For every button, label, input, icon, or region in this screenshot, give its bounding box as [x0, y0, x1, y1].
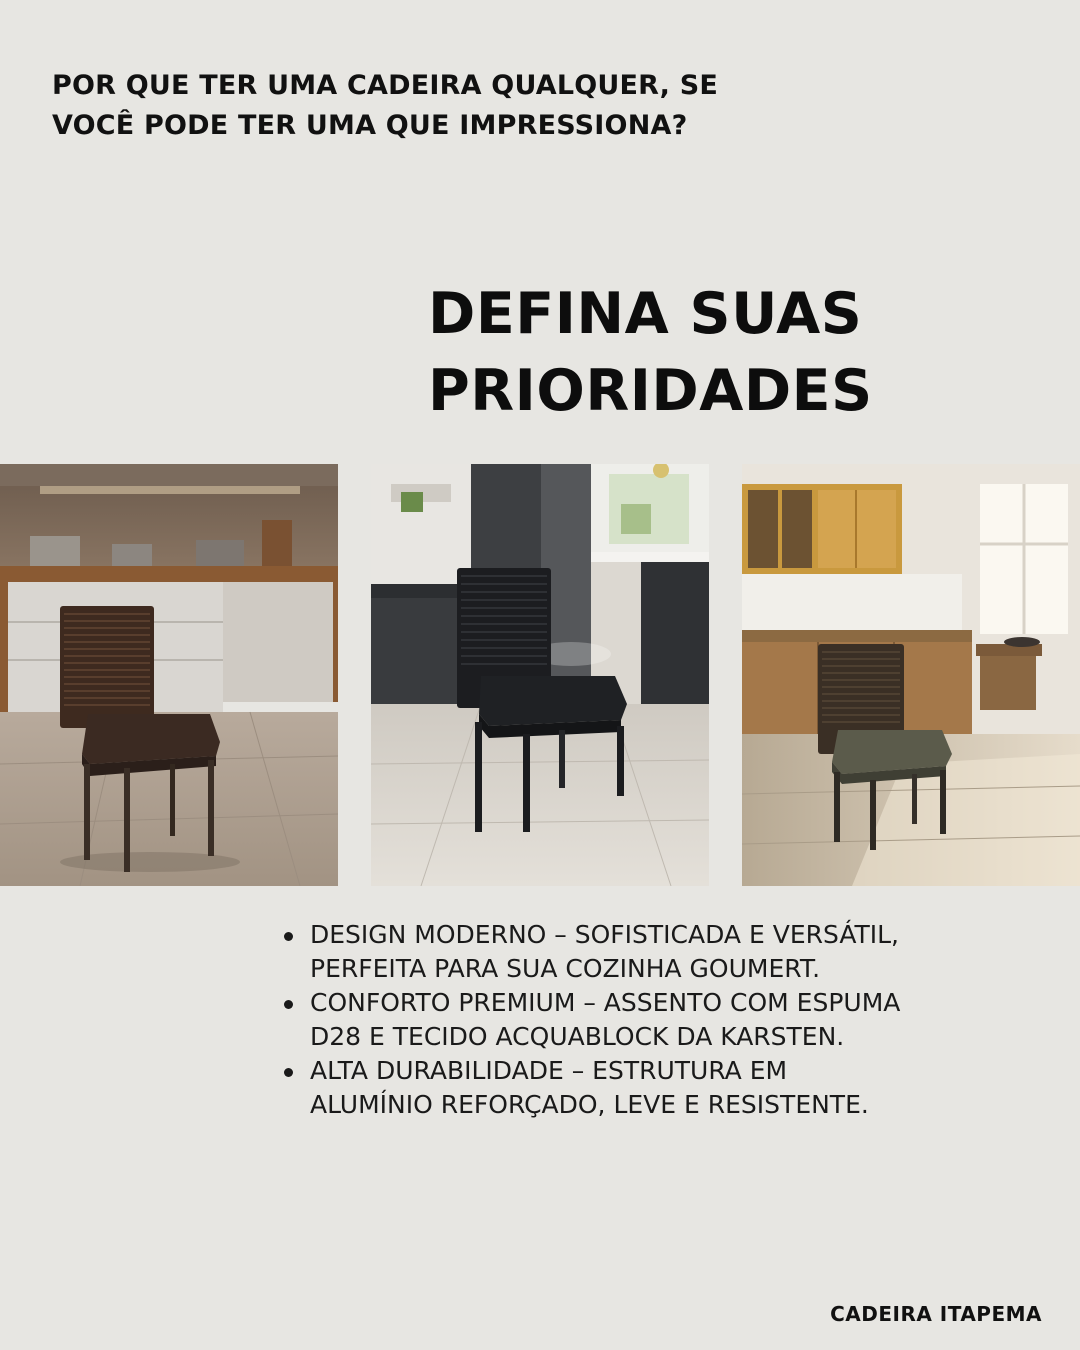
tagline-line-1: POR QUE TER UMA CADEIRA QUALQUER, SE	[52, 70, 718, 101]
headline	[428, 276, 1048, 430]
tagline-line-2: VOCÊ PODE TER UMA QUE IMPRESSIONA?	[52, 110, 688, 141]
feature-item-design: DESIGN MODERNO – SOFISTICADA E VERSÁTIL, PERFEITA PARA SUA COZINHA GOUMERT.	[282, 918, 902, 986]
chair-photo-brown	[0, 464, 338, 886]
feature-list	[282, 918, 902, 1122]
chair-photo-brown-image	[0, 464, 338, 886]
headline-line-2: PRIORIDADES	[428, 358, 873, 424]
tagline	[52, 66, 812, 146]
chair-photo-olive	[742, 464, 1080, 886]
feature-item-comfort: CONFORTO PREMIUM – ASSENTO COM ESPUMA D28 E TECIDO ACQUABLOCK DA KARSTEN.	[282, 986, 902, 1054]
headline-line-1: DEFINA SUAS	[428, 281, 863, 347]
photo-gallery	[0, 464, 1080, 886]
chair-photo-black	[371, 464, 709, 886]
chair-photo-olive-image	[742, 464, 1080, 886]
brand-name: CADEIRA ITAPEMA	[830, 1302, 1042, 1326]
chair-photo-black-image	[371, 464, 709, 886]
feature-item-durability: ALTA DURABILIDADE – ESTRUTURA EM ALUMÍNIO REFORÇADO, LEVE E RESISTENTE.	[282, 1054, 902, 1122]
